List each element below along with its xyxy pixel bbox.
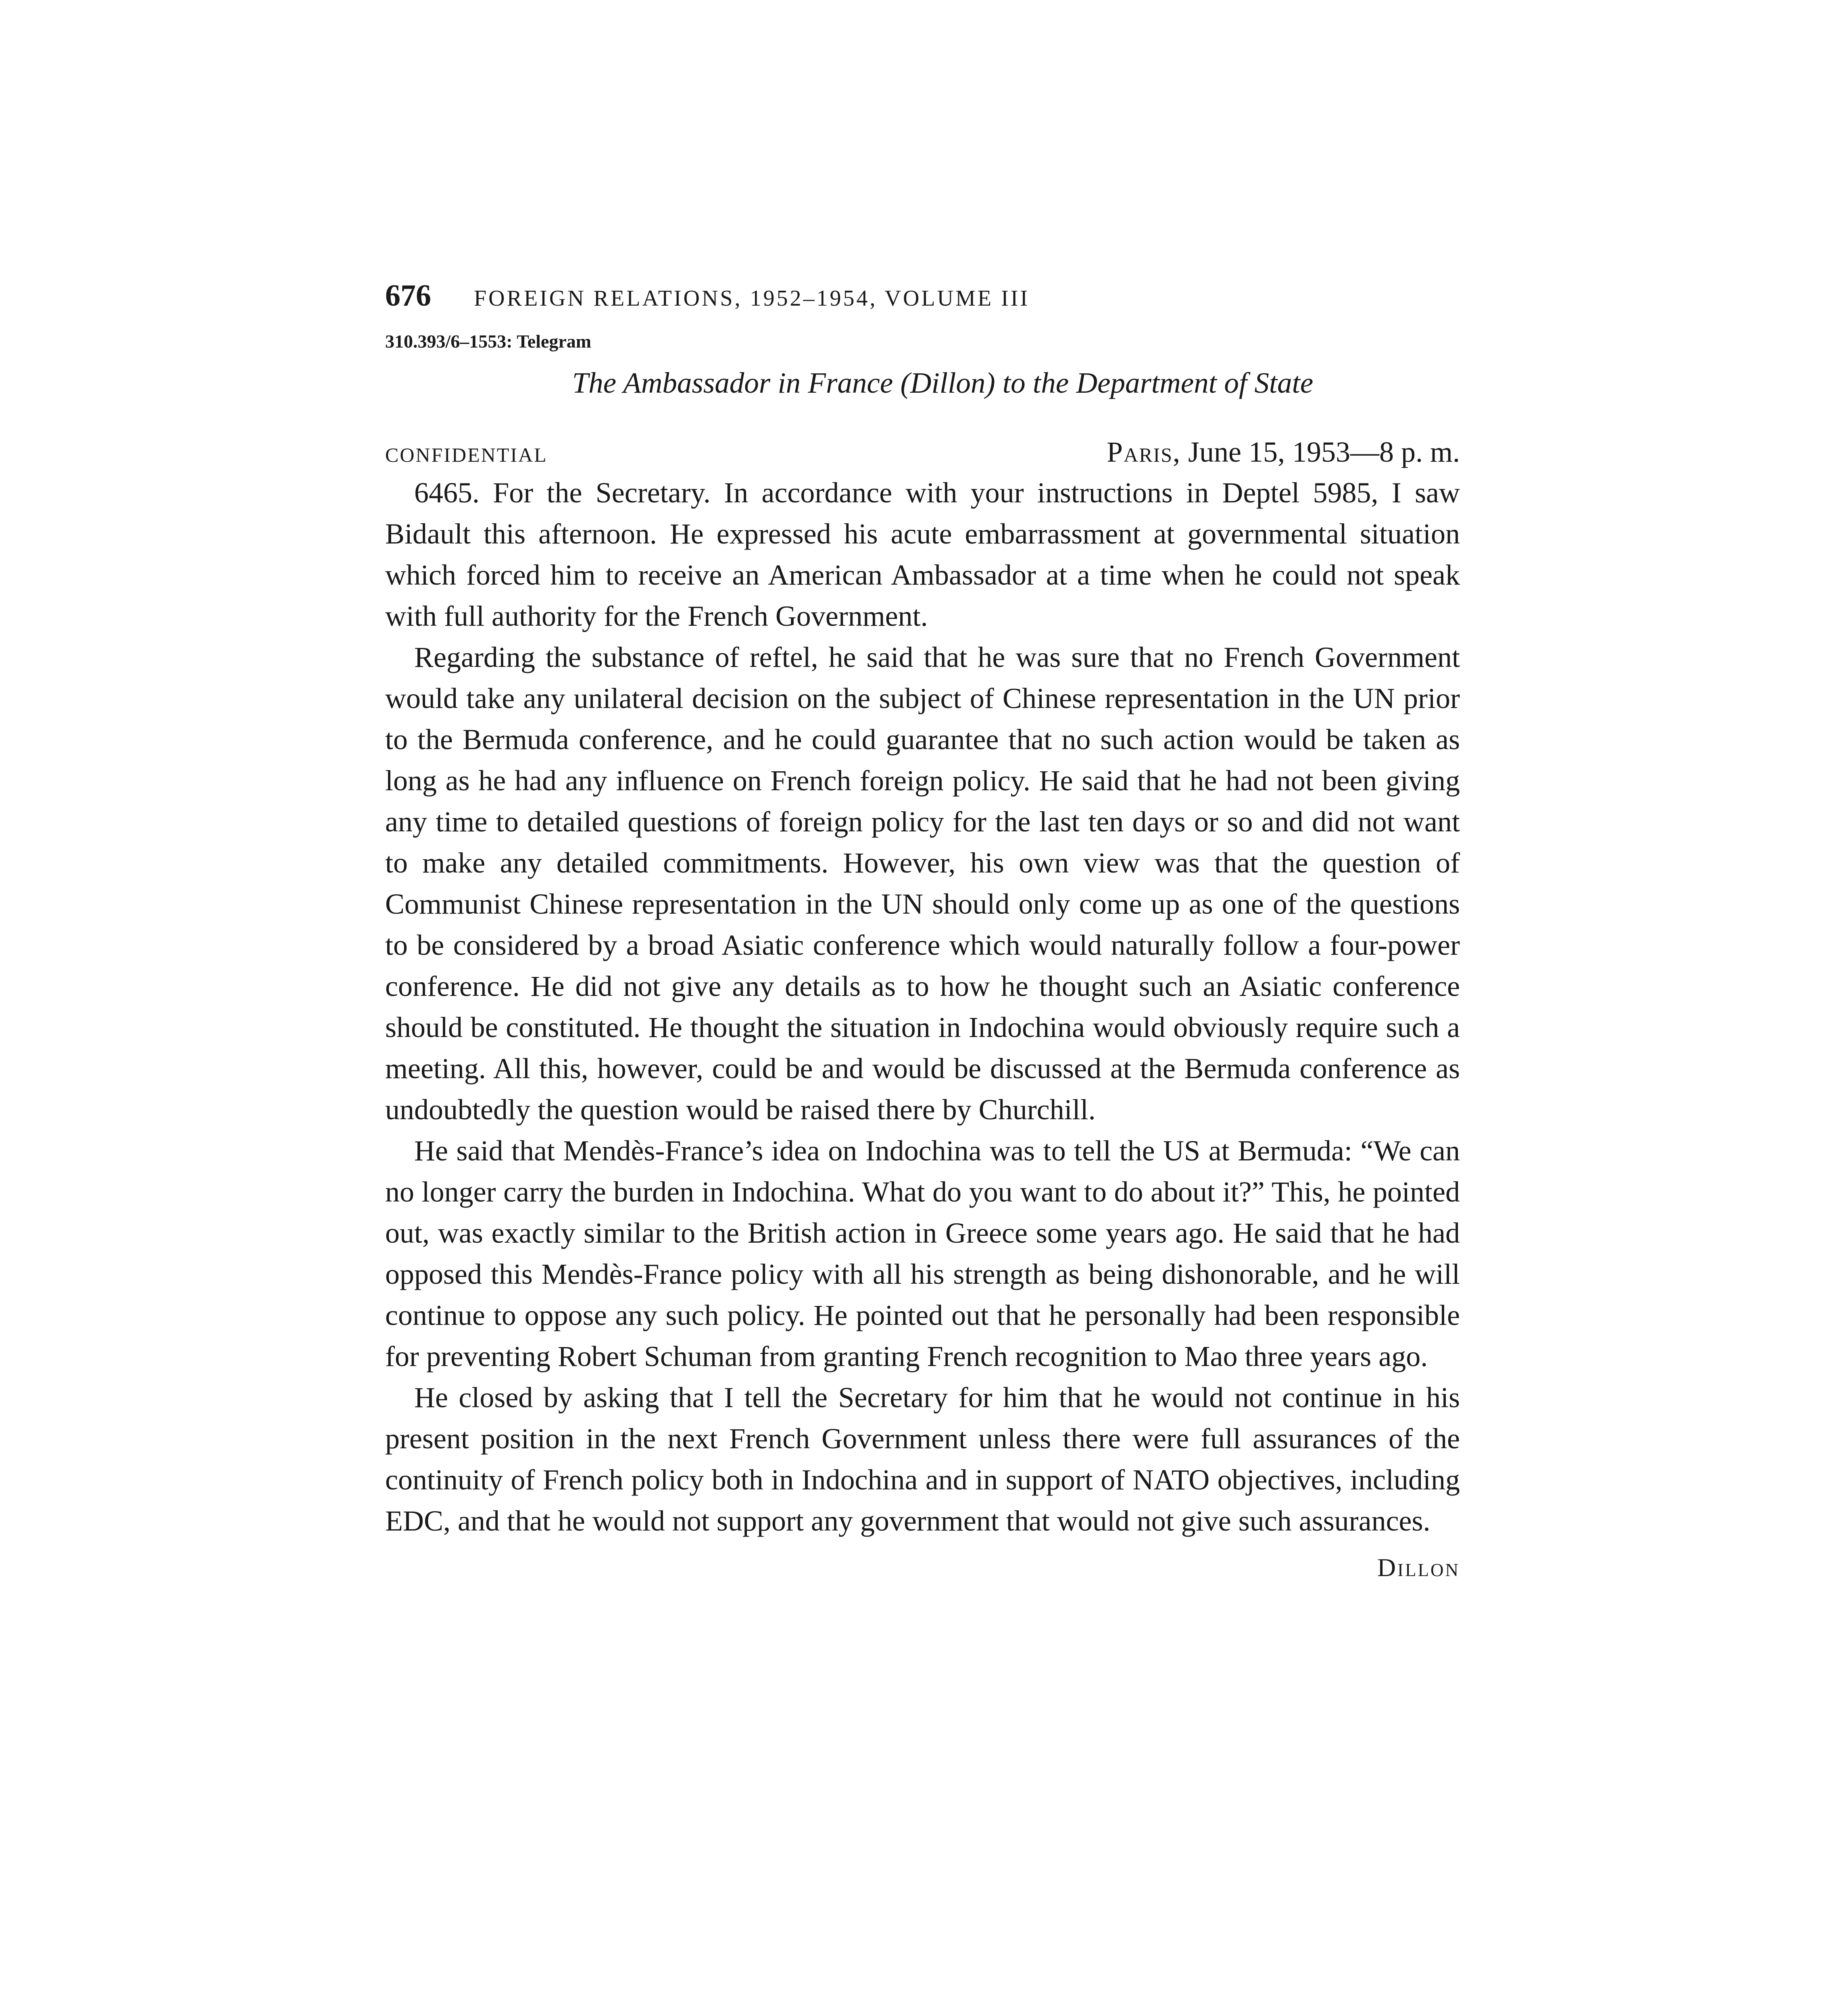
dateline [385, 435, 1460, 469]
classification-label: CONFIDENTIAL [385, 444, 548, 466]
document-title: The Ambassador in France (Dillon) to the Department of State [572, 367, 1314, 399]
signature: Dillon [1377, 1553, 1460, 1582]
place-and-date [1107, 435, 1460, 469]
page-number: 676 [385, 279, 431, 312]
date-time: June 15, 1953—8 p. m. [1188, 436, 1460, 468]
running-header [385, 278, 1460, 327]
place: Paris, [1107, 436, 1181, 468]
running-title: FOREIGN RELATIONS, 1952–1954, VOLUME III [474, 286, 1030, 311]
page-content [385, 278, 1460, 1583]
paragraph: 6465. For the Secretary. In accordance with your instructions in Deptel 5985, I saw Bidault this afternoon. He expressed his acute embarrassment at governmental situation which forced him to receive an American Ambassador at a time when he could not speak with full authority for the French Government. [385, 477, 1460, 632]
paragraph: He said that Mendès-France’s idea on Indochina was to tell the US at Bermuda: “We can no longer carry the burden in Indochina. What do you want to do about it?” This, he pointed out, was exactly similar to the British action in Greece some years ago. He said that he had opposed this Mendès-France policy with all his strength as being dishonorable, and he will continue to oppose any such policy. He pointed out that he personally had been responsible for preventing Robert Schuman from granting French recognition to Mao three years ago. [385, 1135, 1460, 1372]
paragraph: Regarding the substance of reftel, he said that he was sure that no French Government would take any unilateral decision on the subject of Chinese representation in the UN prior to the Bermuda conference, and he could guarantee that no such action would be taken as long as he had any influence on French foreign policy. He said that he had not been giving any time to detailed questions of foreign policy for the last ten days or so and did not want to make any detailed commitments. However, his own view was that the question of Communist Chinese representation in the UN should only come up as one of the questions to be considered by a broad Asiatic conference which would naturally follow a four-power conference. He did not give any details as to how he thought such an Asiatic conference should be constituted. He thought the situation in Indochina would obviously require such a meeting. All this, however, could be and would be discussed at the Bermuda conference as undoubtedly the question would be raised there by Churchill. [385, 641, 1460, 1126]
telegram-body [385, 472, 1460, 1541]
paragraph: He closed by asking that I tell the Secretary for him that he would not continue in his present position in the next French Government unless there were full assurances of the continuity of French policy both in Indochina and in support of NATO objectives, including EDC, and that he would not support any government that would not give such assurances. [385, 1381, 1460, 1537]
file-reference: 310.393/6–1553: Telegram [385, 331, 592, 352]
